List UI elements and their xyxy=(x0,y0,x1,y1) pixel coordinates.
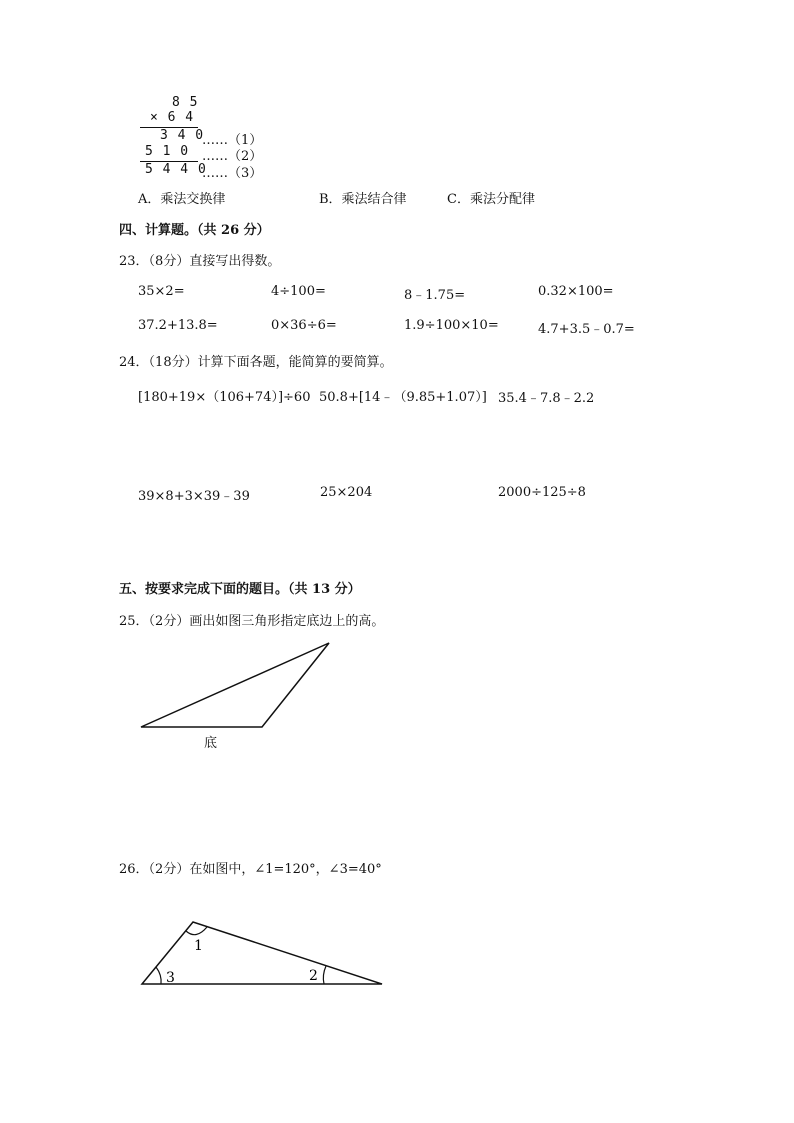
partial-product-1-tag: ……（1） xyxy=(202,133,263,148)
angle-3-label: 3 xyxy=(166,970,175,986)
q24-item: 25×204 xyxy=(320,485,373,500)
angle-1-arc xyxy=(186,927,207,935)
q23-item: 4.7+3.5﹣0.7= xyxy=(538,322,635,337)
option-a: A．乘法交换律 xyxy=(138,192,226,207)
partial-product-2: 5 1 0 xyxy=(145,144,190,159)
option-b: B．乘法结合律 xyxy=(319,192,407,207)
q25-base-label: 底 xyxy=(204,736,218,751)
q24-stem: 24．（18分）计算下面各题，能简算的要简算。 xyxy=(119,355,393,370)
q25-stem: 25．（2分）画出如图三角形指定底边上的高。 xyxy=(119,614,385,629)
multiplier: × 6 4 xyxy=(150,110,195,125)
angle-2-arc xyxy=(323,966,326,984)
q23-item: 35×2= xyxy=(138,284,185,299)
angle-3-arc xyxy=(156,967,161,984)
q23-item: 0.32×100= xyxy=(538,284,614,299)
option-c: C．乘法分配律 xyxy=(447,192,535,207)
partial-product-1: 3 4 0 xyxy=(160,128,205,143)
section-4-title: 四、计算题。（共 26 分） xyxy=(119,223,270,238)
product-result: 5 4 4 0 xyxy=(145,162,207,177)
q24-item: [180+19×（106+74）]÷60 xyxy=(138,390,311,405)
q24-item: 35.4﹣7.8﹣2.2 xyxy=(498,391,595,406)
angle-2-label: 2 xyxy=(309,968,318,984)
q23-item: 4÷100= xyxy=(271,284,326,299)
q23-item: 0×36÷6= xyxy=(271,318,337,333)
q24-item: 50.8+[14﹣（9.85+1.07）] xyxy=(319,390,487,405)
q23-stem: 23．（8分）直接写出得数。 xyxy=(119,254,281,269)
multiplicand: 8 5 xyxy=(172,95,199,110)
product-result-tag: ……（3） xyxy=(202,166,263,181)
q24-item: 39×8+3×39﹣39 xyxy=(138,489,250,504)
angle-1-label: 1 xyxy=(194,938,203,954)
partial-product-2-tag: ……（2） xyxy=(202,149,263,164)
q24-item: 2000÷125÷8 xyxy=(498,485,586,500)
q26-stem: 26．（2分）在如图中，∠1=120°，∠3=40° xyxy=(119,862,382,877)
q26-triangle xyxy=(142,922,382,984)
section-5-title: 五、按要求完成下面的题目。（共 13 分） xyxy=(119,582,361,597)
q23-item: 1.9÷100×10= xyxy=(404,318,499,333)
q23-item: 37.2+13.8= xyxy=(138,318,218,333)
q23-item: 8﹣1.75= xyxy=(404,288,466,303)
